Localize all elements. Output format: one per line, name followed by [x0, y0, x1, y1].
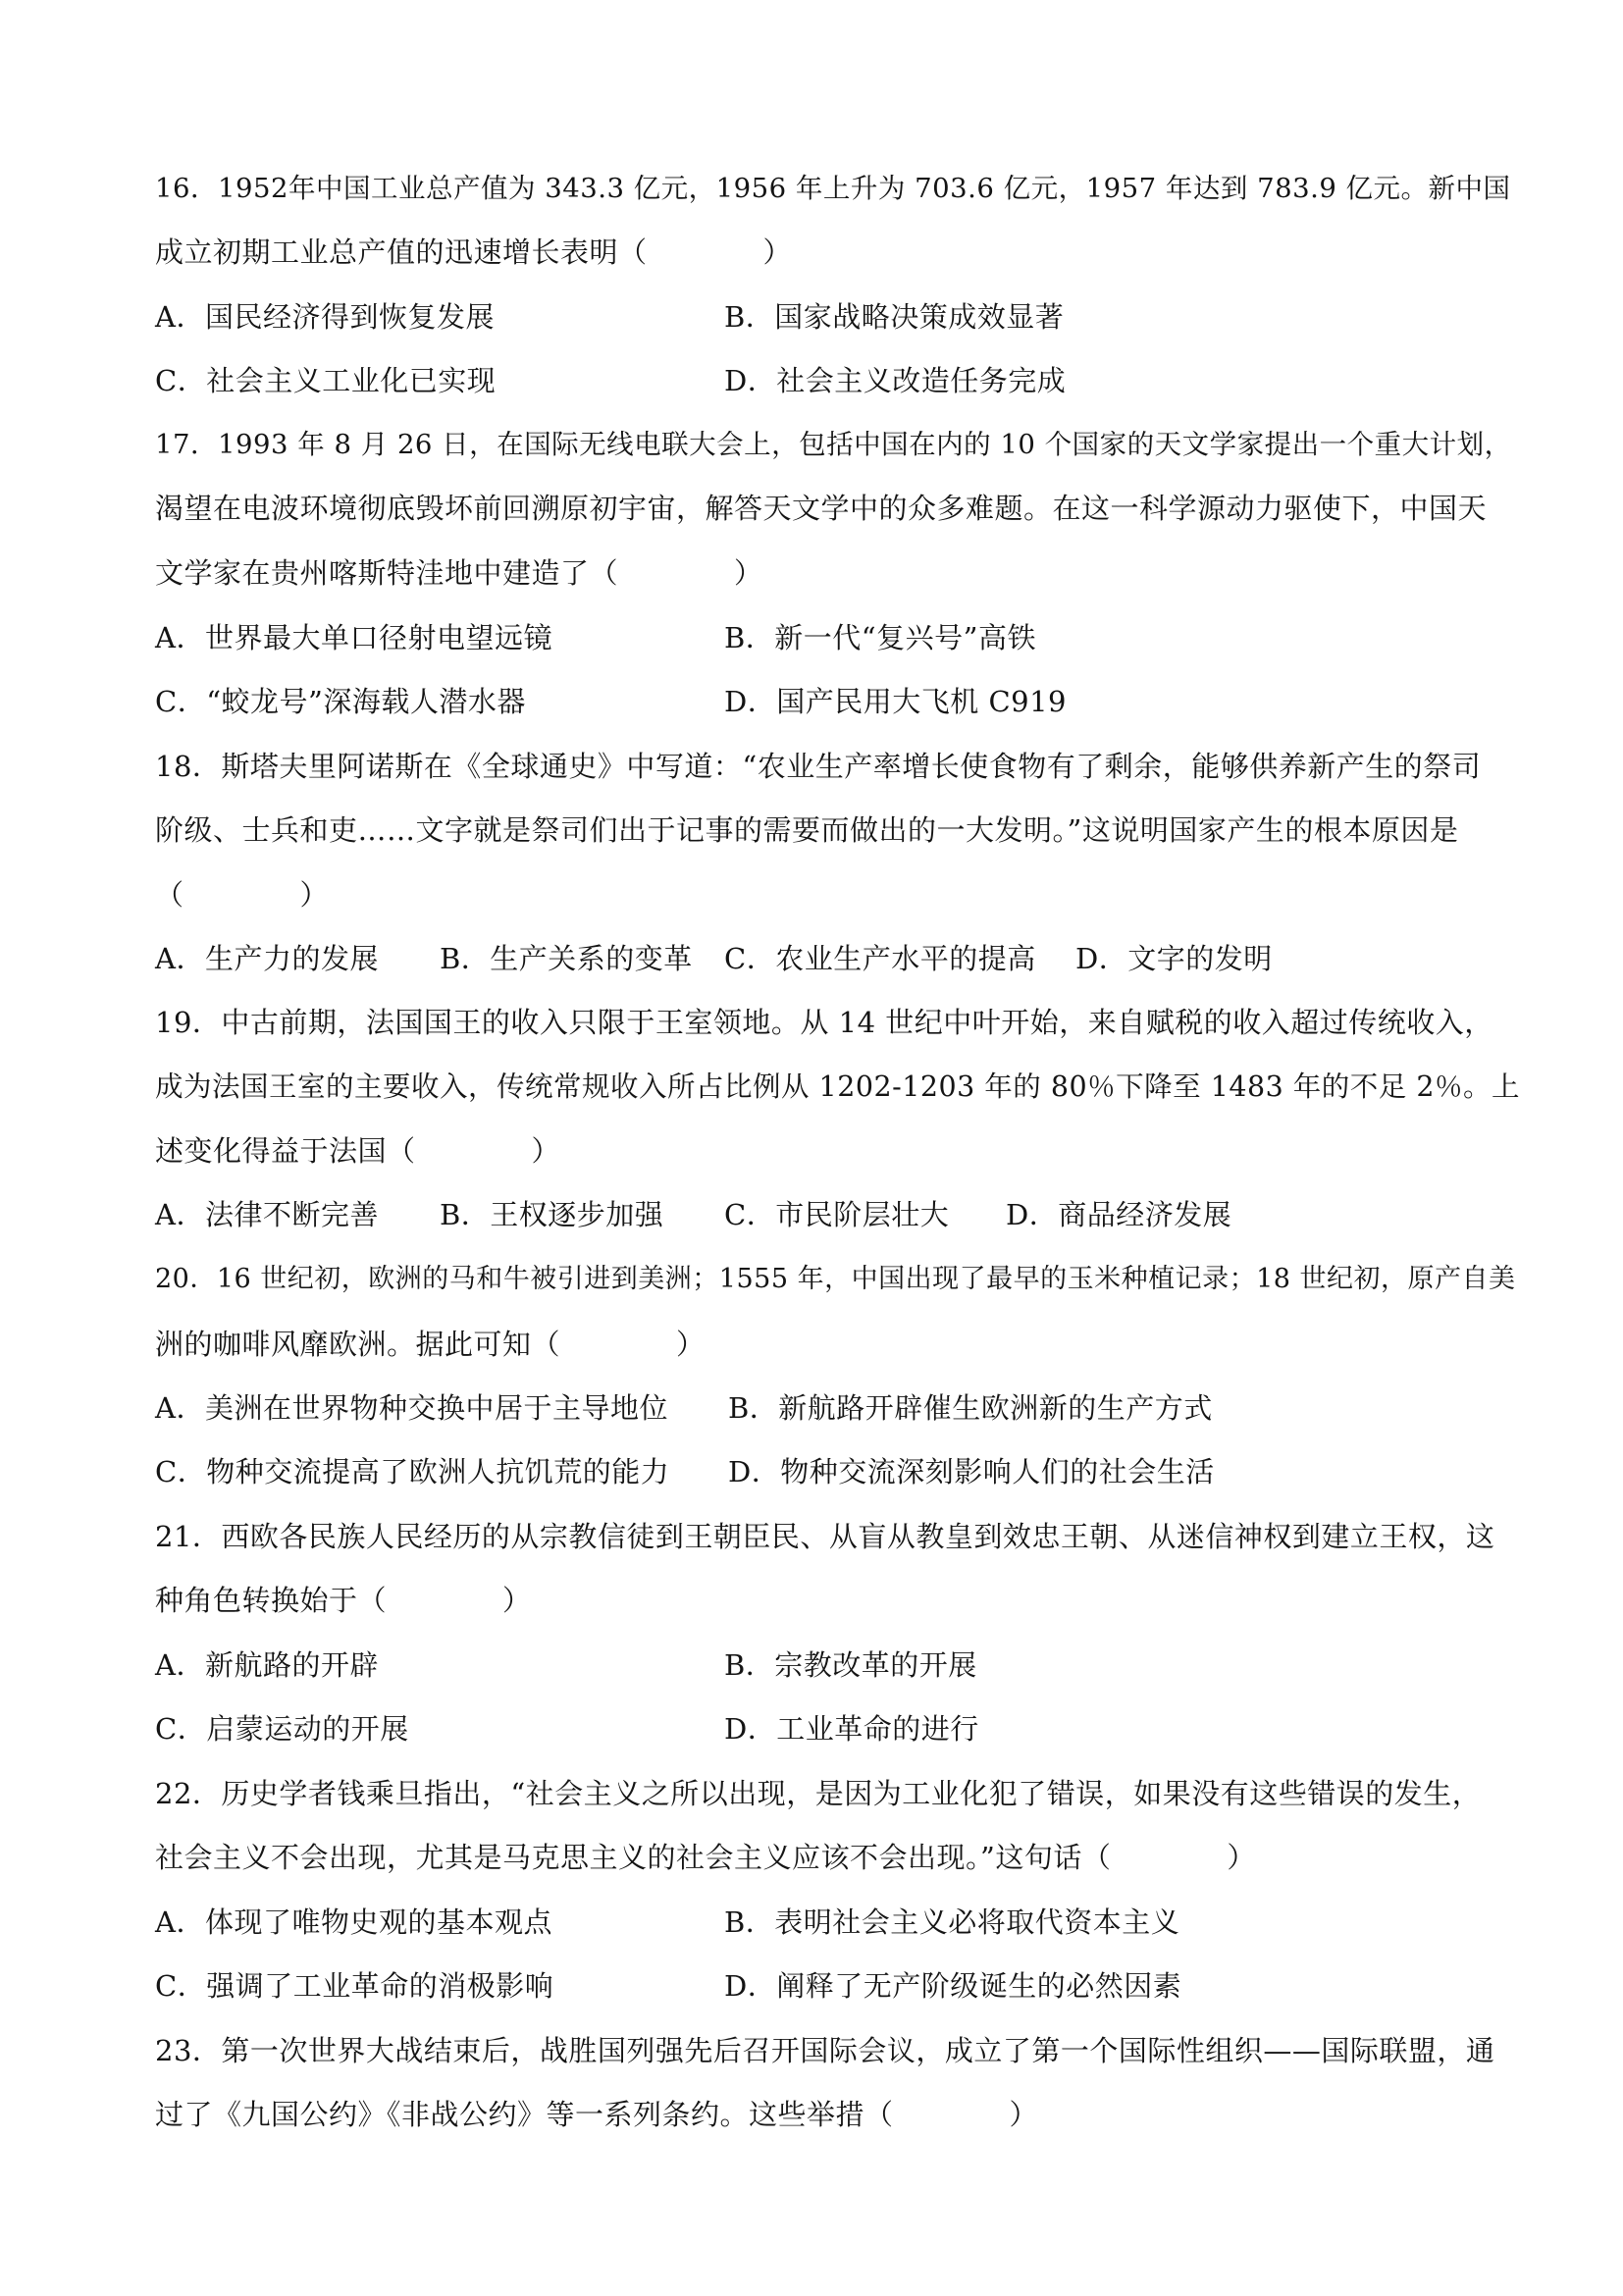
question-19-option-c: C．市民阶层壮大 — [724, 1198, 950, 1231]
question-20-option-a: A．美洲在世界物种交换中居于主导地位 — [155, 1391, 668, 1425]
question-16-option-a: A．国民经济得到恢复发展 — [155, 300, 495, 334]
question-19-option-a: A．法律不断完善 — [155, 1198, 379, 1231]
question-19-line-1: 19．中古前期，法国国王的收入只限于王室领地。从 14 世纪中叶开始，来自赋税的收入超过传统收入， — [155, 1006, 1493, 1039]
question-21-option-c: C．启蒙运动的开展 — [155, 1712, 409, 1746]
question-22-option-b: B．表明社会主义必将取代资本主义 — [724, 1905, 1180, 1939]
question-17-option-d: D．国产民用大飞机 C919 — [724, 685, 1068, 718]
question-17-line-1: 17．1993 年 8 月 26 日，在国际无线电联大会上，包括中国在内的 10 个国家的天文学家提出一个重大计划， — [155, 429, 1512, 460]
question-18-line-1: 18．斯塔夫里阿诺斯在《全球通史》中写道：“农业生产率增长使食物有了剩余，能够供养新产生的祭司 — [155, 750, 1482, 783]
question-18-option-a: A．生产力的发展 — [155, 942, 379, 975]
question-22-line-2: 社会主义不会出现，尤其是马克思主义的社会主义应该不会出现。”这句话（ ） — [155, 1841, 1256, 1874]
question-23-line-2: 过了《九国公约》《非战公约》等一系列条约。这些举措（ ） — [155, 2098, 1039, 2131]
question-20-option-d: D．物种交流深刻影响人们的社会生活 — [728, 1455, 1215, 1488]
question-17-option-b: B．新一代“复兴号”高铁 — [724, 621, 1036, 654]
question-20-option-c: C．物种交流提高了欧洲人抗饥荒的能力 — [155, 1455, 670, 1488]
question-17-option-a: A．世界最大单口径射电望远镜 — [155, 621, 552, 654]
question-21-line-2: 种角色转换始于（ ） — [155, 1584, 532, 1617]
question-16-option-c: C．社会主义工业化已实现 — [155, 364, 497, 397]
question-19-option-b: B．王权逐步加强 — [440, 1198, 664, 1231]
question-21-line-1: 21．西欧各民族人民经历的从宗教信徒到王朝臣民、从盲从教皇到效忠王朝、从迷信神权到建立王权，这 — [155, 1520, 1495, 1553]
question-21-option-b: B．宗教改革的开展 — [724, 1648, 977, 1682]
question-21-option-a: A．新航路的开辟 — [155, 1648, 379, 1682]
question-18-option-d: D．文字的发明 — [1075, 942, 1273, 975]
question-18-line-3: （ ） — [155, 878, 330, 912]
question-17-option-c: C．“蛟龙号”深海载人潜水器 — [155, 685, 526, 718]
question-20-option-b: B．新航路开辟催生欧洲新的生产方式 — [728, 1391, 1213, 1425]
question-22-option-c: C．强调了工业革命的消极影响 — [155, 1969, 554, 2003]
question-18-option-c: C．农业生产水平的提高 — [724, 942, 1036, 975]
question-17-line-2: 渴望在电波环境彻底毁坏前回溯原初宇宙，解答天文学中的众多难题。在这一科学源动力驱使下，中国天 — [155, 492, 1488, 525]
question-19-line-2: 成为法国王室的主要收入，传统常规收入所占比例从 1202-1203 年的 80％下降至 1483 年的不足 2％。上 — [155, 1070, 1520, 1103]
question-22-option-d: D．阐释了无产阶级诞生的必然因素 — [724, 1969, 1182, 2003]
question-22-option-a: A．体现了唯物史观的基本观点 — [155, 1905, 552, 1939]
question-20-line-2: 洲的咖啡风靡欧洲。据此可知（ ） — [155, 1328, 706, 1361]
question-16-line-1: 16．1952年中国工业总产值为 343.3 亿元，1956 年上升为 703.6 亿元，1957 年达到 783.9 亿元。新中国 — [155, 173, 1511, 204]
question-18-option-b: B．生产关系的变革 — [440, 942, 693, 975]
question-19-option-d: D．商品经济发展 — [1006, 1198, 1232, 1231]
question-18-line-2: 阶级、士兵和吏……文字就是祭司们出于记事的需要而做出的一大发明。”这说明国家产生的根本原因是 — [155, 813, 1459, 847]
question-23-line-1: 23．第一次世界大战结束后，战胜国列强先后召开国际会议，成立了第一个国际性组织——国际联盟，通 — [155, 2034, 1495, 2067]
question-17-line-3: 文学家在贵州喀斯特洼地中建造了（ ） — [155, 556, 763, 590]
question-16-option-d: D．社会主义改造任务完成 — [724, 364, 1067, 397]
question-19-line-3: 述变化得益于法国（ ） — [155, 1134, 561, 1168]
question-22-line-1: 22．历史学者钱乘旦指出，“社会主义之所以出现，是因为工业化犯了错误，如果没有这些错误的发生， — [155, 1777, 1482, 1810]
question-16-option-b: B．国家战略决策成效显著 — [724, 300, 1065, 334]
question-21-option-d: D．工业革命的进行 — [724, 1712, 979, 1746]
question-16-line-2: 成立初期工业总产值的迅速增长表明（ ） — [155, 235, 793, 269]
question-20-line-1: 20．16 世纪初，欧洲的马和牛被引进到美洲；1555 年，中国出现了最早的玉米种植记录；18 世纪初，原产自美 — [155, 1264, 1516, 1294]
